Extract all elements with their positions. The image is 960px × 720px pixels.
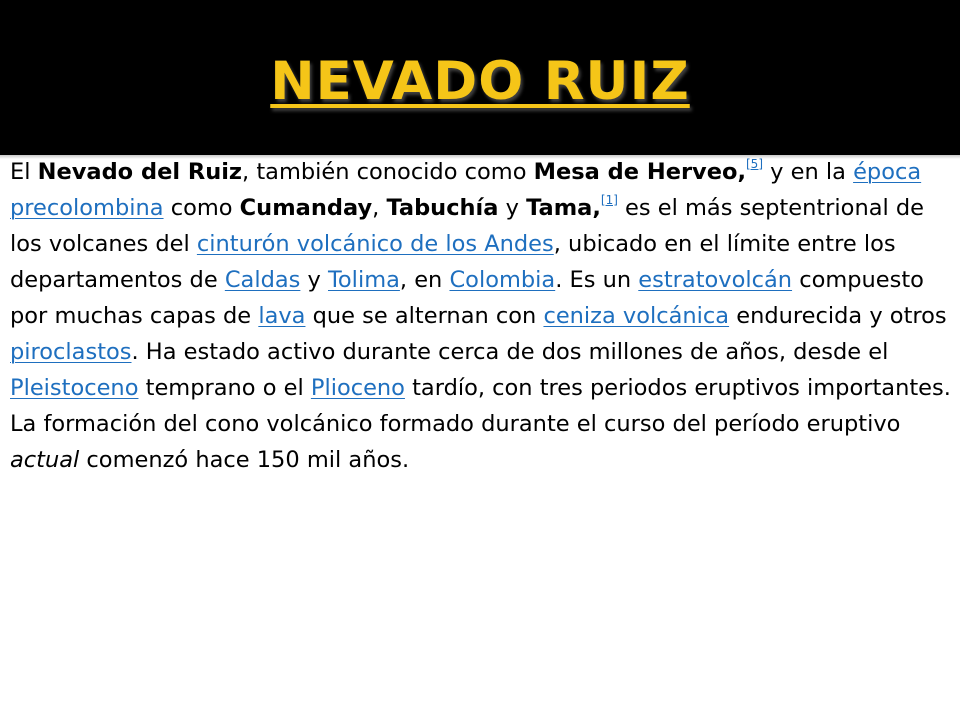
text-run: , también conocido como bbox=[242, 159, 534, 185]
link-plioceno[interactable]: Plioceno bbox=[310, 375, 405, 401]
citation-link-1[interactable]: [1] bbox=[600, 193, 618, 207]
bold-term-tama: Tama, bbox=[526, 195, 601, 221]
link-pleistoceno[interactable]: Pleistoceno bbox=[10, 375, 139, 401]
text-run: . Es un bbox=[555, 267, 639, 293]
text-run: y bbox=[300, 267, 328, 293]
citation-1 bbox=[601, 193, 618, 207]
text-run: endurecida y otros bbox=[729, 303, 947, 329]
link-cinturon-volcanico[interactable]: cinturón volcánico de los Andes bbox=[196, 231, 554, 257]
page-title: NEVADO RUIZ bbox=[270, 51, 690, 112]
text-run: , en bbox=[399, 267, 450, 293]
link-lava[interactable]: lava bbox=[258, 303, 306, 329]
text-run: que se alternan con bbox=[305, 303, 544, 329]
italic-term-actual: actual bbox=[10, 447, 80, 473]
text-run: y en la bbox=[763, 159, 854, 185]
text-run: temprano o el bbox=[138, 375, 311, 401]
text-run: El bbox=[10, 159, 38, 185]
link-estratovolcan[interactable]: estratovolcán bbox=[638, 267, 793, 293]
citation-link-5[interactable]: [5] bbox=[746, 157, 763, 171]
text-run: como bbox=[163, 195, 240, 221]
text-run: . Ha estado activo durante cerca de dos millones de años, desde el bbox=[131, 339, 889, 365]
link-colombia[interactable]: Colombia bbox=[449, 267, 556, 293]
bold-term-mesa-de-herveo: Mesa de Herveo, bbox=[533, 159, 746, 185]
description-paragraph bbox=[10, 154, 952, 478]
text-run: es el más septentrional de los volcanes del bbox=[10, 195, 925, 257]
citation-5 bbox=[746, 157, 763, 171]
link-piroclastos[interactable]: piroclastos bbox=[10, 339, 132, 365]
bold-term-cumanday: Cumanday bbox=[239, 195, 373, 221]
link-epoca-precolombina[interactable]: época precolombina bbox=[10, 159, 922, 221]
text-run: , ubicado en el límite entre los departamentos de bbox=[10, 231, 896, 293]
text-run: y bbox=[498, 195, 527, 221]
link-tolima[interactable]: Tolima bbox=[328, 267, 400, 293]
link-ceniza-volcanica[interactable]: ceniza volcánica bbox=[543, 303, 730, 329]
link-caldas[interactable]: Caldas bbox=[224, 267, 301, 293]
description-block bbox=[10, 154, 952, 478]
bold-term-tabuchia: Tabuchía bbox=[386, 195, 499, 221]
text-run: tardío, con tres periodos eruptivos importantes. La formación del cono volcánico formado durante el curso del período eruptivo bbox=[10, 375, 951, 437]
text-run: compuesto por muchas capas de bbox=[10, 267, 924, 329]
title-banner bbox=[0, 0, 960, 155]
bold-term-nevado-del-ruiz: Nevado del Ruiz bbox=[37, 159, 243, 185]
text-run: comenzó hace 150 mil años. bbox=[79, 447, 410, 473]
text-run: , bbox=[372, 195, 387, 221]
